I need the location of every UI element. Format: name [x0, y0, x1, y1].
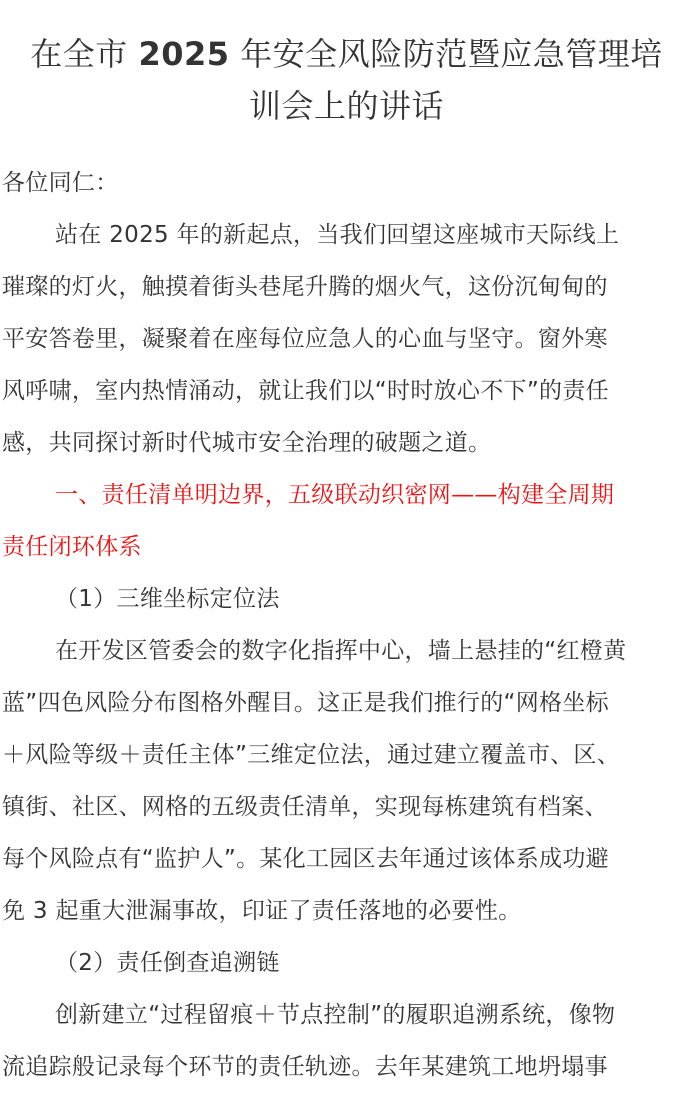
title-line-1 — [0, 28, 693, 80]
sub1-line-5: 每个风险点有“监护人”。某化工园区去年通过该体系成功避 — [2, 846, 609, 872]
sub1-line-4: 镇街、社区、网格的五级责任清单，实现每栋建筑有档案、 — [2, 794, 608, 820]
document-body — [2, 157, 690, 1093]
sub1-line-6: 免 3 起重大泄漏事故，印证了责任落地的必要性。 — [2, 898, 522, 924]
intro-line-3: 平安答卷里，凝聚着在座每位应急人的心血与坚守。窗外寒 — [2, 326, 608, 352]
document-title — [0, 28, 693, 132]
intro-line-5: 感，共同探讨新时代城市安全治理的破题之道。 — [2, 430, 492, 456]
salutation: 各位同仁： — [2, 170, 119, 196]
section-1-heading-line-2: 责任闭环体系 — [2, 534, 142, 560]
subsection-1-heading: （1）三维坐标定位法 — [55, 586, 280, 612]
intro-line-2: 璀璨的灯火，触摸着街头巷尾升腾的烟火气，这份沉甸甸的 — [2, 274, 608, 300]
sub2-line-2: 流追踪般记录每个环节的责任轨迹。去年某建筑工地坍塌事 — [2, 1054, 608, 1080]
subsection-1-paragraph — [2, 625, 690, 937]
title-part-1: 在全市 — [30, 35, 139, 73]
intro-line-1: 站在 2025 年的新起点，当我们回望这座城市天际线上 — [55, 222, 620, 248]
title-line-2: 训会上的讲话 — [248, 87, 444, 125]
sub1-line-1: 在开发区管委会的数字化指挥中心，墙上悬挂的“红橙黄 — [55, 638, 627, 664]
section-1-heading-line-1: 一、责任清单明边界，五级联动织密网——构建全周期 — [55, 482, 615, 508]
subsection-2-heading: （2）责任倒查追溯链 — [55, 950, 280, 976]
sub1-line-2: 蓝”四色风险分布图格外醒目。这正是我们推行的“网格坐标 — [2, 690, 609, 716]
title-part-2: 年安全风险防范暨应急管理培 — [229, 35, 663, 73]
sub1-line-3: ＋风险等级＋责任主体”三维定位法，通过建立覆盖市、区、 — [2, 742, 621, 768]
intro-line-4: 风呼啸，室内热情涌动，就让我们以“时时放心不下”的责任 — [2, 378, 609, 404]
section-1-heading — [2, 469, 690, 573]
sub2-line-1: 创新建立“过程留痕＋节点控制”的履职追溯系统，像物 — [55, 1002, 616, 1028]
intro-paragraph — [2, 209, 690, 469]
subsection-2-paragraph — [2, 989, 690, 1093]
title-year: 2025 — [138, 35, 230, 73]
